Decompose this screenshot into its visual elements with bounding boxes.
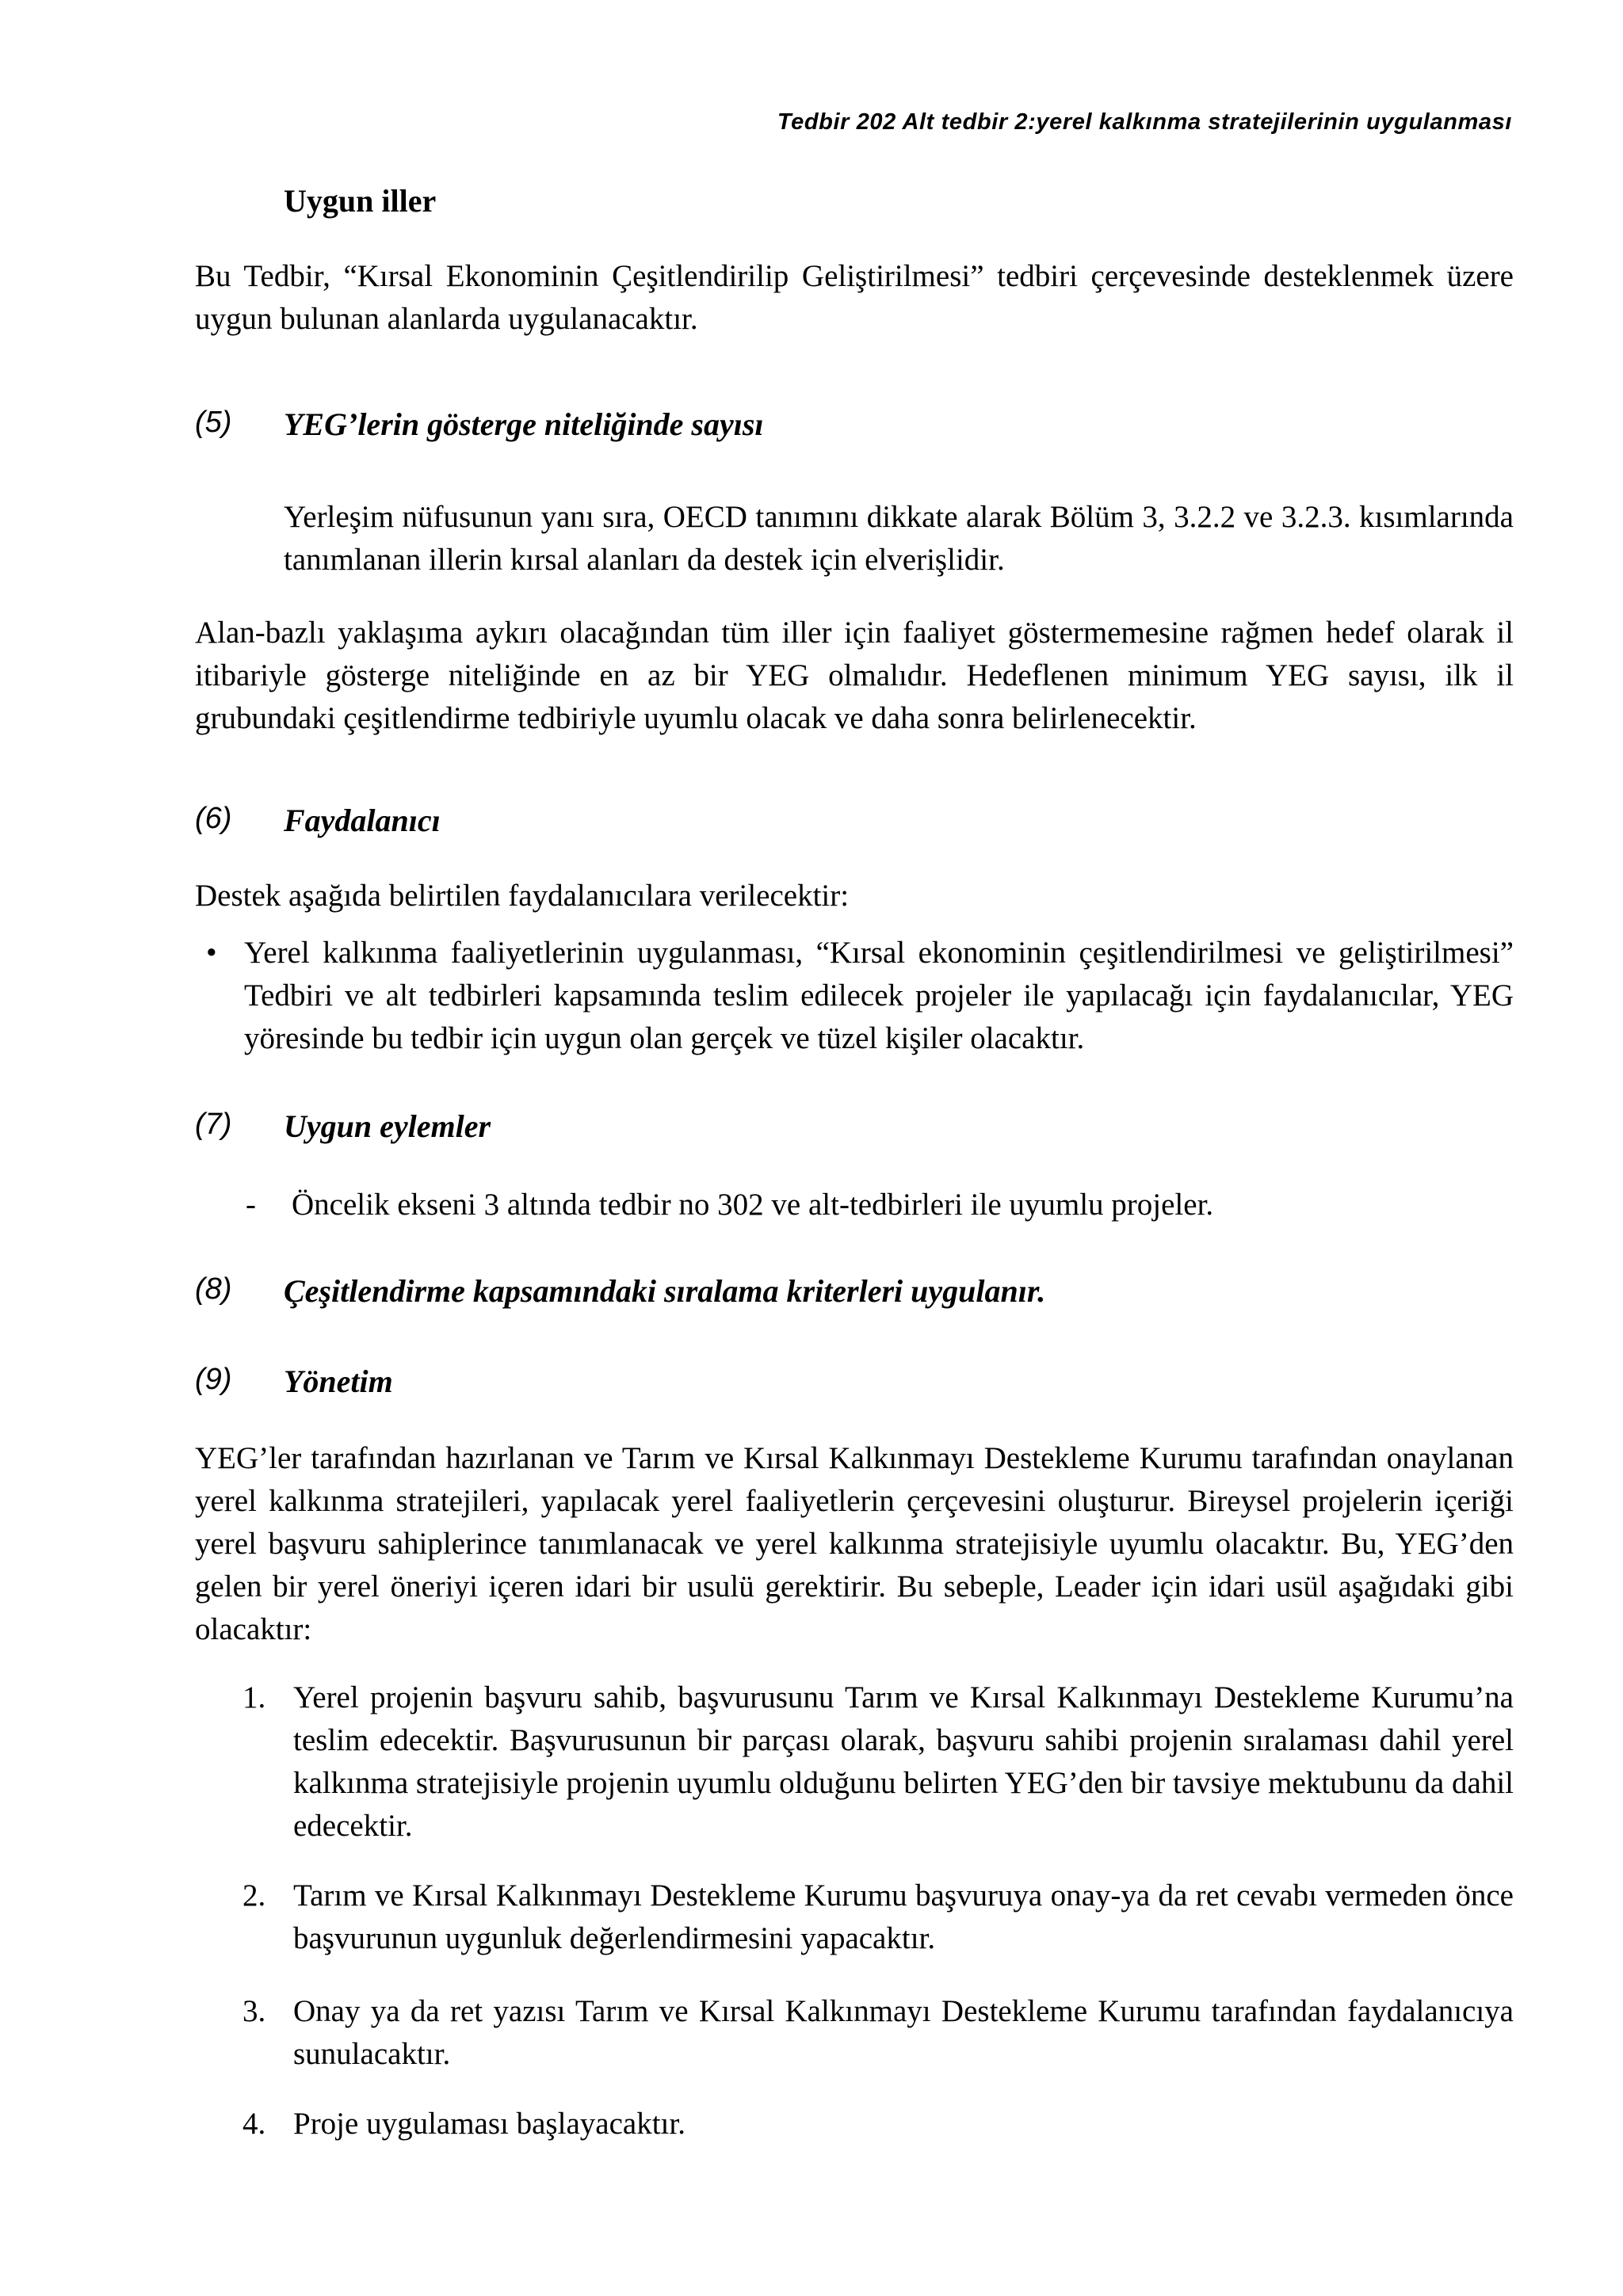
eligible-areas-paragraph: Bu Tedbir, “Kırsal Ekonominin Çeşitlendirilip Geliştirilmesi” tedbiri çerçevesinde desteklenmek üzere uygun bulunan alanlarda uygulanacaktır. <box>195 259 1514 336</box>
section-6-intro: Destek aşağıda belirtilen faydalanıcılara verilecektir: <box>195 879 850 913</box>
step-text: Tarım ve Kırsal Kalkınmayı Destekleme Kurumu başvuruya onay-ya da ret cevabı vermeden önce başvurunun uygunluk değerlendirmesini yapacaktır. <box>293 1878 1514 1955</box>
step-number: 4. <box>242 2107 266 2141</box>
bullet-marker: • <box>206 936 217 970</box>
dash-text: Öncelik ekseni 3 altında tedbir no 302 ve alt-tedbirleri ile uyumlu projeler. <box>292 1188 1214 1222</box>
section-number: (9) <box>195 1363 232 1396</box>
section-9-paragraph: YEG’ler tarafından hazırlanan ve Tarım ve Kırsal Kalkınmayı Destekleme Kurumu tarafından onaylanan yerel kalkınma stratejileri, yapılacak yerel faaliyetlerin çerçevesini oluşturur. Bireysel projelerin içeriği yerel başvuru sahiplerince tanımlanacak ve yerel kalkınma stratejisiyle uyumlu olacaktır. Bu, YEG’den gelen bir yerel öneriyi içeren idari bir usulü gerektirir. Bu sebeple, Leader için idari usül aşağıdaki gibi olacaktır: <box>195 1441 1514 1646</box>
section-title: Yönetim <box>284 1363 393 1399</box>
step-number: 1. <box>242 1680 266 1714</box>
section-5-indented-paragraph: Yerleşim nüfusunun yanı sıra, OECD tanımını dikkate alarak Bölüm 3, 3.2.2 ve 3.2.3. kısımlarında tanımlanan illerin kırsal alanları da destek için elverişlidir. <box>284 500 1514 577</box>
section-number: (7) <box>195 1108 232 1141</box>
step-text: Onay ya da ret yazısı Tarım ve Kırsal Kalkınmayı Destekleme Kurumu tarafından faydalanıcıya sunulacaktır. <box>293 1994 1514 2071</box>
section-title: Uygun eylemler <box>284 1108 491 1144</box>
section-title: YEG’lerin gösterge niteliğinde sayısı <box>284 406 764 442</box>
step-number: 3. <box>242 1994 266 2028</box>
step-text: Yerel projenin başvuru sahib, başvurusunu Tarım ve Kırsal Kalkınmayı Destekleme Kurumu’na teslim edecektir. Başvurusunun bir parçası olarak, başvuru sahibi projenin sıralaması dahil yerel kalkınma stratejisiyle projenin uyumlu olduğunu belirten YEG’den bir tavsiye mektubunu da dahil edecektir. <box>293 1680 1514 1843</box>
section-title: Faydalanıcı <box>284 803 441 838</box>
running-header: Tedbir 202 Alt tedbir 2:yerel kalkınma stratejilerinin uygulanması <box>777 109 1512 135</box>
step-number: 2. <box>242 1878 266 1913</box>
eligible-areas-heading: Uygun iller <box>284 183 437 219</box>
bullet-text: Yerel kalkınma faaliyetlerinin uygulanması, “Kırsal ekonominin çeşitlendirilmesi ve geliştirilmesi” Tedbiri ve alt tedbirleri kapsamında teslim edilecek projeler ile yapılacağı için faydalanıcılar, YEG yöresinde bu tedbir için uygun olan gerçek ve tüzel kişiler olacaktır. <box>244 936 1514 1055</box>
section-number: (8) <box>195 1272 232 1306</box>
section-5-paragraph: Alan-bazlı yaklaşıma aykırı olacağından tüm iller için faaliyet göstermemesine rağmen hedef olarak il itibariyle gösterge niteliğinde en az bir YEG olmalıdır. Hedeflenen minimum YEG sayısı, ilk il grubundaki çeşitlendirme tedbiriyle uyumlu olacak ve daha sonra belirlenecektir. <box>195 616 1514 735</box>
dash-marker: - <box>246 1188 256 1222</box>
step-text: Proje uygulaması başlayacaktır. <box>293 2107 685 2141</box>
section-title: Çeşitlendirme kapsamındaki sıralama kriterleri uygulanır. <box>284 1273 1046 1309</box>
section-number: (6) <box>195 802 232 835</box>
section-number: (5) <box>195 406 232 439</box>
